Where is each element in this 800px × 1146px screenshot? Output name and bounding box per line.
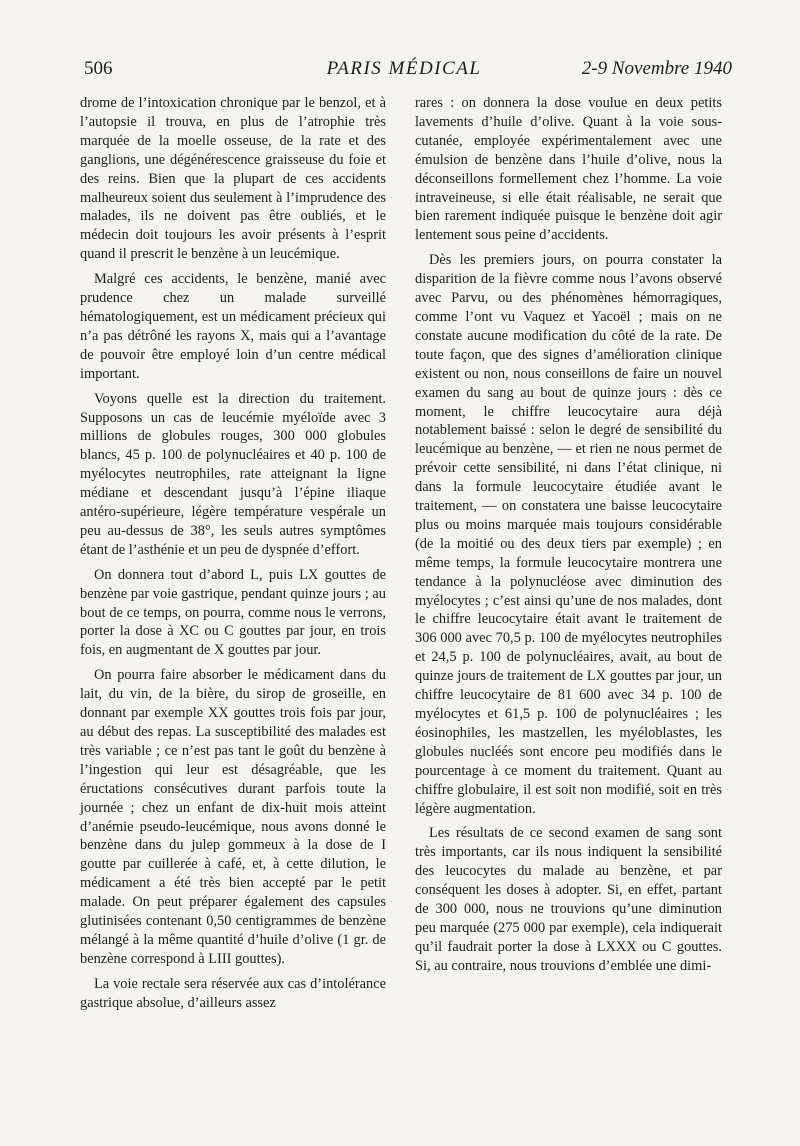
paragraph: On pourra faire absorber le médicament dans du lait, du vin, de la bière, du sirop de groseille, en donnant par exemple XX gouttes trois fois par jour, au début des repas. La susceptibilité des malades est très variable ; ce n’est pas tant le goût du benzène à l’ingestion qui leur est désagréable, que les éructations consécutives durant parfois toute la journée ; chez un enfant de dix-huit mois atteint d’anémie pseudo-leucémique, nous avons donné le benzène dans du julep gommeux à la dose de I goutte par cuillerée à café, et, à cette dilution, le médicament a été très bien accepté par le petit malade. On peut préparer également des capsules glutinisées contenant 0,50 centigrammes de benzène mélangé à la même quantité d’huile d’olive (1 gr. de benzène correspond à LIII gouttes). [80,667,386,967]
issue-date: 2-9 Novembre 1940 [581,58,732,79]
page-number: 506 [84,58,113,79]
paragraph: La voie rectale sera réservée aux cas d’intolérance gastrique absolue, d’ailleurs assez [80,975,386,1011]
paragraph: Les résultats de ce second examen de sang sont très importants, car ils nous indiquent la sensibilité des leucocytes du malade au benzène, et par conséquent les doses à adopter. Si, en effet, partant de 300 000, nous ne trouvions qu’une diminution peu marquée (275 000 par exemple), cela indiquerait qu’il faudrait porter la dose à LXXX ou C gouttes. Si, au contraire, nous trouvions d’emblée une dimi- [415,825,722,974]
paragraph: rares : on donnera la dose voulue en deux petits lavements d’huile d’olive. Quant à la voie sous-cutanée, employée expérimentalement avec une émulsion de benzène dans l’huile d’olive, nous la déconseillons formellement chez l’homme. La voie intraveineuse, si elle était réalisable, ne serait que bien rarement indiquée puisque le benzène doit agir lentement sous peine d’accidents. [415,95,722,244]
paragraph: On donnera tout d’abord L, puis LX gouttes de benzène par voie gastrique, pendant quinze jours ; au bout de ce temps, on pourra, comme nous le verrons, porter la dose à XC ou C gouttes par jour, en trois fois, en augmentant de X gouttes par jour. [80,566,386,659]
right-column [415,94,722,982]
paragraph: Dès les premiers jours, on pourra constater la disparition de la fièvre comme nous l’avons observé avec Parvu, ou des phénomènes hémorragiques, comme l’ont vu Vaquez et Yacoël ; mais on ne constate aucune modification du côté de la rate. De toute façon, que des signes d’amélioration clinique existent ou non, nous conseillons de faire un nouvel examen du sang au bout de quinze jours : dès ce moment, le chiffre leucocytaire aura déjà notablement baissé : selon le degré de sensibilité du leucémique au benzène, — et rien ne nous permet de prévoir cette sensibilité, ni dans l’état clinique, ni dans la formule leucocytaire étudiée avant le traitement, — on constatera une baisse leucocytaire plus ou moins marquée mais toujours considérable (de la moitié ou des deux tiers par exemple) ; en même temps, la formule leucocytaire montrera une tendance à la polynucléose avec diminution des myélocytes ; c’est ainsi qu’une de nos malades, dont le chiffre leucocytaire était avant le traitement de 306 000 avec 70,5 p. 100 de myélocytes neutrophiles et 24,5 p. 100 de polynucléaires, avait, au bout de quinze jours de traitement de LX gouttes par jour, un chiffre leucocytaire de 81 600 avec 34 p. 100 de myélocytes et 61,5 p. 100 de polynucléaires ; les éosinophiles, les mastzellen, les myéloblastes, les globules nucléés sont encore peu modifiés dans le pourcentage à ce moment du traitement. Quant au chiffre globulaire, il est soit non modifié, soit en très légère augmentation. [415,252,722,817]
page-header [84,58,732,88]
journal-title: PARIS MÉDICAL [326,58,482,79]
paragraph: drome de l’intoxication chronique par le benzol, et à l’autopsie il trouva, en plus de l’atrophie très marquée de la moelle osseuse, de la rate et des ganglions, une dégénérescence graisseuse du foie et des reins. Bien que la plupart de ces accidents malheureux soient dus seulement à l’imprudence des malades, ils ne doivent pas être oubliés, et le médecin doit toujours les avoir présents à l’esprit quand il prescrit le benzène à un leucémique. [80,95,386,263]
paragraph: Voyons quelle est la direction du traitement. Supposons un cas de leucémie myéloïde avec 3 millions de globules rouges, 300 000 globules blancs, 45 p. 100 de polynucléaires et 40 p. 100 de myélocytes neutrophiles, rate atteignant la ligne médiane et descendant jusqu’à l’épine iliaque antéro-supérieure, légère température vespérale un peu au-dessus de 38°, les seuls autres symptômes étant de l’asthénie et un peu de dyspnée d’effort. [80,390,386,558]
left-column [80,94,386,1019]
paragraph: Malgré ces accidents, le benzène, manié avec prudence chez un malade surveillé hématologiquement, est un médicament précieux qui n’a pas détrôné les rayons X, mais qui a l’avantage de pouvoir être employé loin d’un centre médical important. [80,271,386,382]
